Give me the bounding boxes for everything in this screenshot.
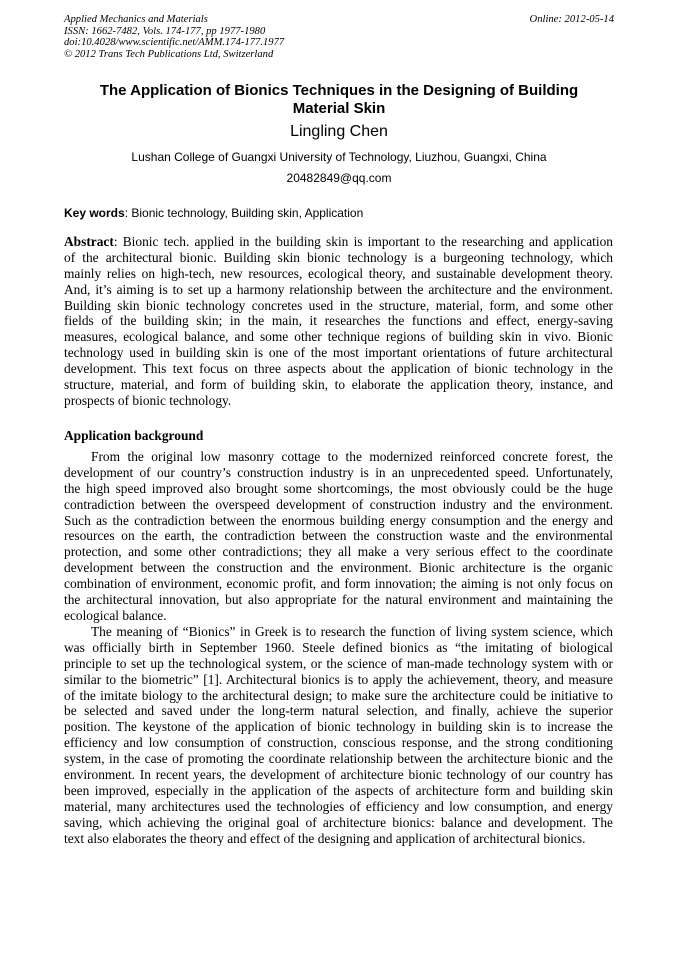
text-line: structure, material, and form of building skin, to elaborate the application theory, instance, and (64, 377, 613, 393)
text-line: prospects of bionic technology. (64, 392, 232, 408)
keywords-label: Key words (64, 206, 125, 220)
abstract (64, 234, 613, 409)
text-line (64, 234, 613, 250)
paragraph (64, 449, 613, 624)
title-line: Material Skin (292, 99, 386, 117)
online-date: Online: 2012-05-14 (529, 14, 614, 25)
text-line: material, many architectures used the technologies of efficiency and low consumption, and energy (64, 798, 613, 814)
text-line: position. The keystone of the application of bionic technology in building skin is to increase the (64, 719, 613, 735)
abstract-label: Abstract (64, 234, 114, 249)
text-line: text also elaborates the theory and effect of the designing and application of architectural bionics. (64, 830, 586, 846)
journal-copyright: © 2012 Trans Tech Publications Ltd, Switzerland (64, 48, 274, 60)
text-line: be selected and saved under the long-term natural selection, and finally, achieve the superior (64, 703, 613, 719)
text-line: protection, and some other contradictions; they all make a very serious effect to the coordinate (64, 544, 613, 560)
text-line: combination of environment, economic profit, and form innovation; the aiming is not only focus on (64, 576, 613, 592)
text-line: measures, ecological balance, and some other technique regions of building skin in vivo. Bionic (64, 329, 613, 345)
text-line: development of our country’s construction industry is in an unprecedented speed. Unfortunately, (64, 464, 613, 480)
text-line: The meaning of “Bionics” in Greek is to research the function of living system science, which (91, 624, 613, 639)
text-line: saving, which achieving the original goal of architecture bionics: balance and development. The (64, 814, 613, 830)
text-line: of the architectural bionic. Building skin bionic technology is a burgeoning technology, which (64, 249, 613, 265)
text-line: mainly relies on high-tech, new resources, ecological theory, and sustainable development theory. (64, 265, 613, 281)
text-line: the architectural innovation, but also appropriate for the natural environment and maintaining the (64, 592, 613, 608)
journal-name: Applied Mechanics and Materials (64, 14, 208, 25)
paragraph (64, 624, 613, 846)
text-line: principle to set up the technological system, or the science of man-made technology system with or (64, 655, 613, 671)
text-line: resources on the earth, the contradiction between the construction waste and the environmental (64, 528, 613, 544)
text-line: ecological balance. (64, 607, 167, 623)
text-line: development between the construction and the environment. Bionic architecture is the organic (64, 560, 613, 576)
text-line: environment. In recent years, the development of architecture bionic technology of our country has (64, 767, 613, 783)
text-line: the high speed improved also brought some shortcomings, the most obviously could be the huge (64, 480, 613, 496)
text-line: was officially birth in September 1960. Steele defined bionics as “the imitating of biological (64, 639, 613, 655)
text-line: Such as the contradiction between the enormous building energy consumption and the energy and (64, 512, 613, 528)
section-heading: Application background (64, 428, 204, 443)
paper-title (0, 82, 678, 117)
keywords (64, 206, 363, 220)
text-line: Building skin bionic technology concretes used in the structure, material, form, and some other (64, 297, 613, 313)
email: 20482849@qq.com (286, 171, 392, 185)
title-line: The Application of Bionics Techniques in the Designing of Building (99, 82, 579, 99)
keywords-text: : Bionic technology, Building skin, Application (124, 206, 364, 220)
journal-doi: doi:10.4028/www.scientific.net/AMM.174-177.1977 (64, 37, 285, 49)
text-line: development. This text focus on three aspects about the application of bionic technology in the (64, 361, 613, 377)
text-line: system, in the case of promoting the coordinate relationship between the architecture bionic and the (64, 751, 613, 767)
text-line: And, it’s aiming is to set up a harmony relationship between the architecture and the environment. (64, 281, 613, 297)
text-line: similar to the biometric” [1]. Architectural bionics is to apply the achievement, theory, and measure (64, 671, 613, 687)
text-line: of the imitate biology to the architectural design; to make sure the architecture could be initiative to (64, 687, 613, 703)
journal-header (64, 14, 284, 60)
text-line: been improved, especially in the application of the aspects of architecture form and building skin (64, 782, 613, 798)
text-line: fields of the building skin; in the main, it researches the functions and effect, energy-saving (64, 313, 613, 329)
text-line: From the original low masonry cottage to the modernized reinforced concrete forest, the (91, 449, 613, 464)
affiliation: Lushan College of Guangxi University of Technology, Liuzhou, Guangxi, China (131, 150, 547, 164)
text-line: technology used in building skin is one of the most important orientations of future architectural (64, 345, 613, 361)
text-line: efficiency and low consumption of construction, conscious response, and the strong conditioning (64, 735, 613, 751)
author: Lingling Chen (290, 123, 388, 140)
journal-issn: ISSN: 1662-7482, Vols. 174-177, pp 1977-1980 (64, 25, 266, 37)
text-line: contradiction between the overspeed development of construction industry and the environment. (64, 496, 613, 512)
abstract-text: : Bionic tech. applied in the building skin is important to the researching and application (113, 234, 613, 249)
